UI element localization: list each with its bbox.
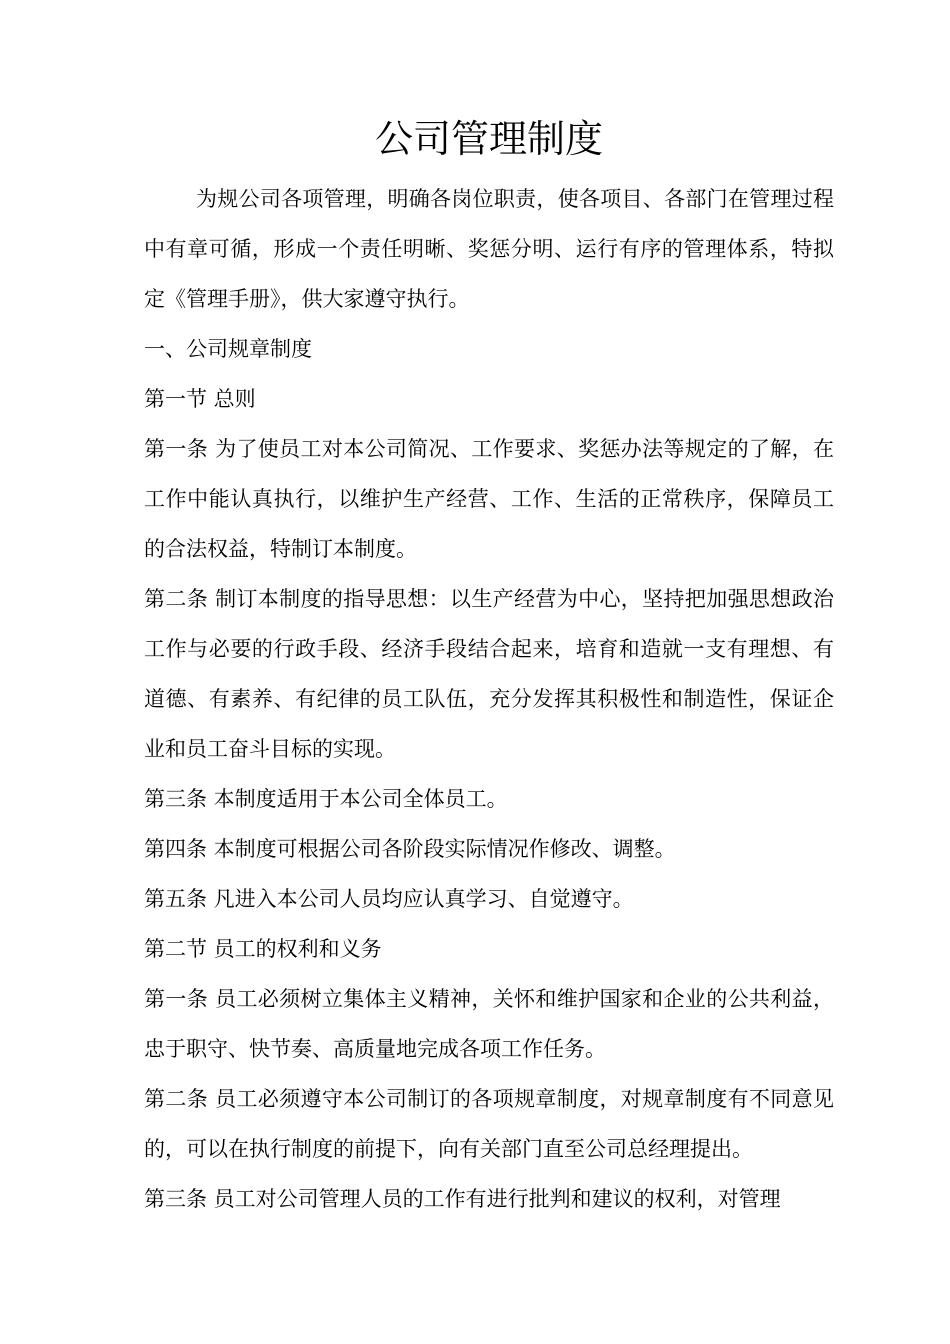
- article-paragraph: 第三条 本制度适用于本公司全体员工。: [144, 787, 508, 811]
- section-heading: 第二节 员工的权利和义务: [144, 937, 382, 961]
- article-paragraph: 第二条 员工必须遵守本公司制订的各项规章制度，对规章制度有不同意见的，可以在执行制度的前提下，向有关部门直至公司总经理提出。: [144, 1087, 834, 1161]
- article-paragraph: 第二条 制订本制度的指导思想：以生产经营为中心，坚持把加强思想政治工作与必要的行政手段、经济手段结合起来，培育和造就一支有理想、有道德、有素养、有纪律的员工队伍，充分发挥其积极性和制造性，保证企业和员工奋斗目标的实现。: [144, 587, 834, 761]
- document-body: [144, 174, 834, 1224]
- intro-paragraph: 为规公司各项管理，明确各岗位职责，使各项目、各部门在管理过程中有章可循，形成一个责任明晰、奖惩分明、运行有序的管理体系，特拟定《管理手册》，供大家遵守执行。: [144, 187, 834, 311]
- article-paragraph: 第四条 本制度可根据公司各阶段实际情况作修改、调整。: [144, 837, 676, 861]
- article-paragraph: 第一条 员工必须树立集体主义精神，关怀和维护国家和企业的公共利益，忠于职守、快节奏、高质量地完成各项工作任务。: [144, 987, 834, 1061]
- article-paragraph: 第三条 员工对公司管理人员的工作有进行批判和建议的权利，对管理: [144, 1187, 781, 1211]
- document-title: 公司管理制度: [374, 117, 603, 161]
- article-paragraph: 第五条 凡进入本公司人员均应认真学习、自觉遵守。: [144, 887, 634, 911]
- article-paragraph: 第一条 为了使员工对本公司简况、工作要求、奖惩办法等规定的了解，在工作中能认真执行，以维护生产经营、工作、生活的正常秩序，保障员工的合法权益，特制订本制度。: [144, 437, 834, 561]
- chapter-heading: 一、公司规章制度: [144, 337, 312, 361]
- section-heading: 第一节 总则: [144, 387, 256, 411]
